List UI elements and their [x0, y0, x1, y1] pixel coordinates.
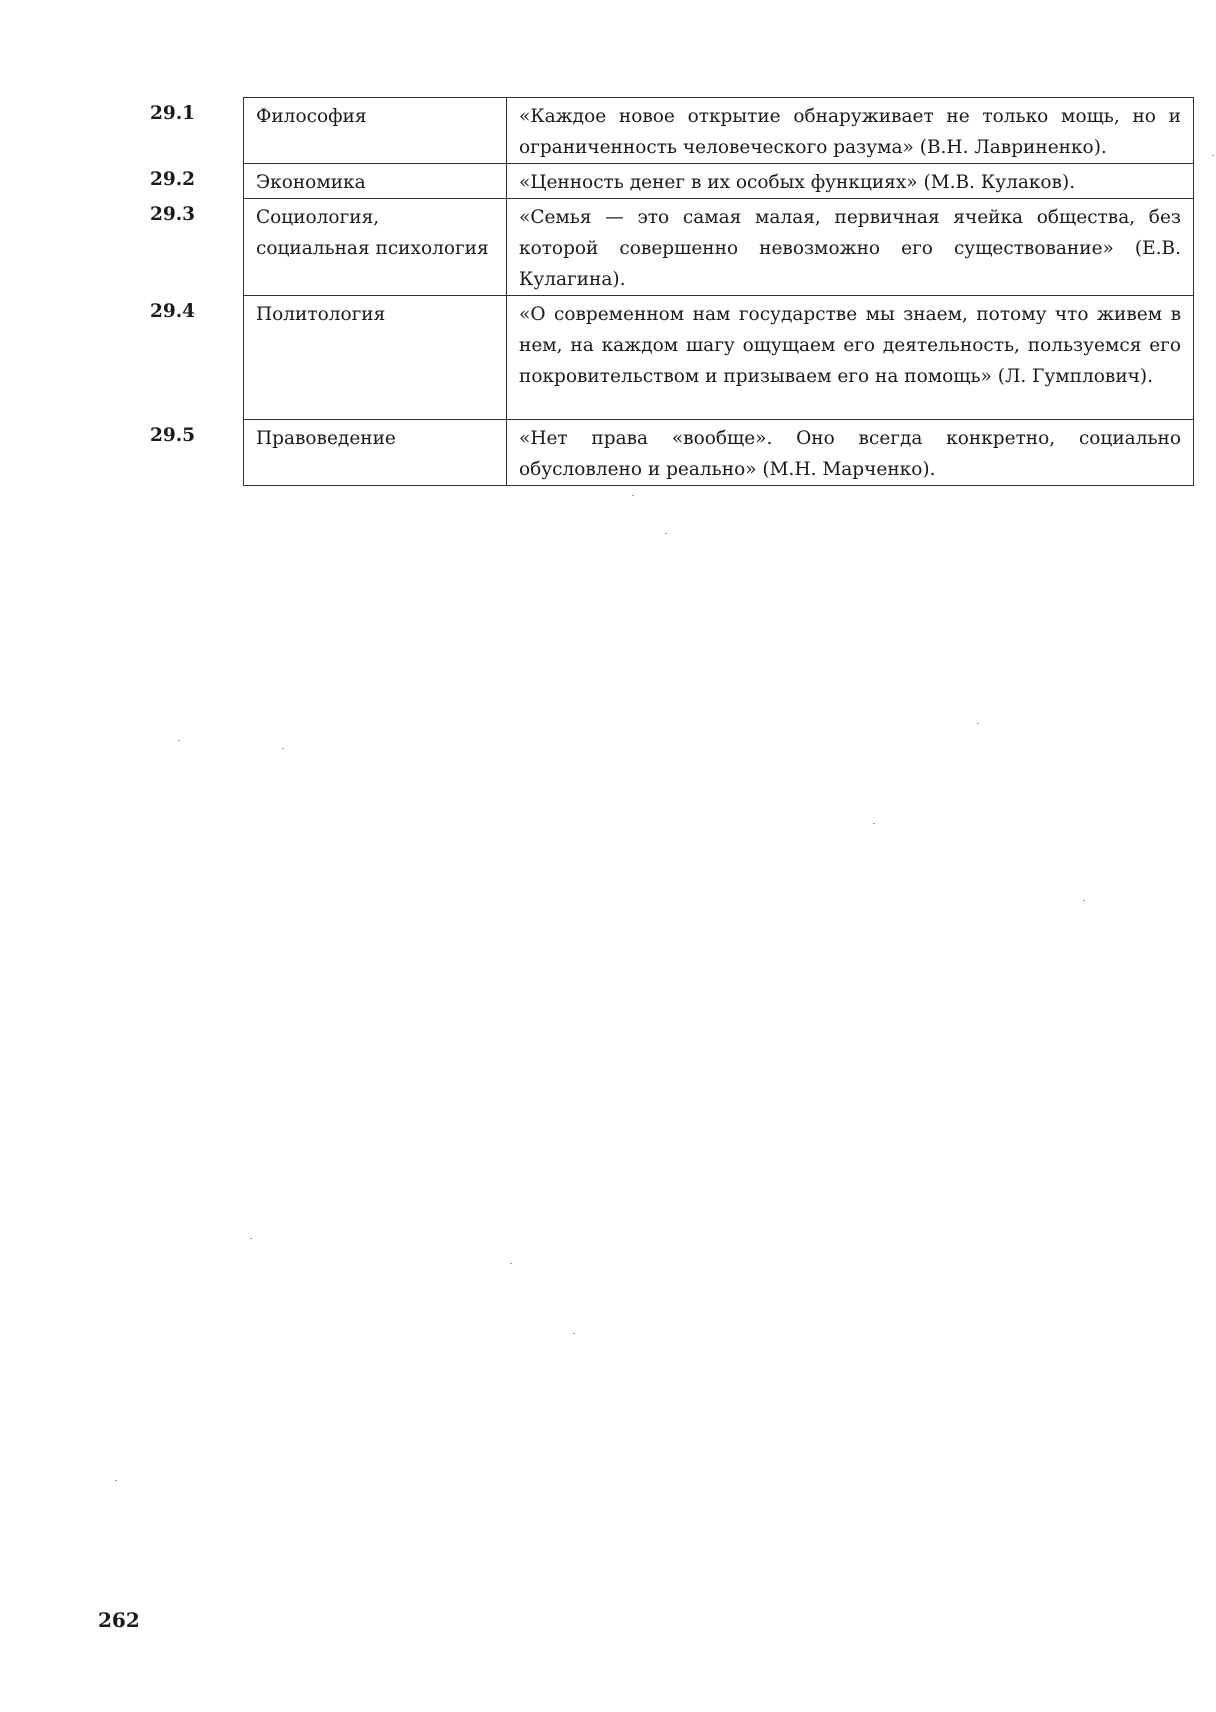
table-row	[150, 296, 1194, 420]
quote-cell: «Ценность денег в их особых функциях» (М.В. Кулаков).	[507, 164, 1194, 199]
row-number: 29.1	[150, 102, 196, 124]
scan-speck	[873, 823, 875, 824]
scan-speck	[573, 1333, 575, 1334]
subject-cell: Социология, социальная психология	[244, 199, 507, 296]
scan-speck	[178, 740, 180, 741]
subject-cell: Экономика	[244, 164, 507, 199]
row-number: 29.2	[150, 168, 196, 190]
scan-speck	[250, 1238, 252, 1239]
scan-speck	[632, 495, 634, 496]
scan-speck	[282, 748, 284, 749]
scan-speck	[1212, 155, 1214, 156]
quote-cell: «Каждое новое открытие обнаруживает не только мощь, но и ограниченность человеческого разума» (В.Н. Лавриненко).	[507, 98, 1194, 164]
scan-speck	[1083, 900, 1085, 901]
quote-cell: «Семья — это самая малая, первичная ячейка общества, без которой совершенно невозможно его существование» (Е.В. Кулагина).	[507, 199, 1194, 296]
subject-cell: Философия	[244, 98, 507, 164]
page-number: 262	[98, 1608, 140, 1632]
topics-table-container	[150, 97, 1194, 486]
scan-speck	[115, 1480, 117, 1481]
quote-cell: «О современном нам государстве мы знаем, потому что живем в нем, на каждом шагу ощущаем его деятельность, пользуемся его покровительством и призываем его на помощь» (Л. Гумплович).	[507, 296, 1194, 420]
scan-speck	[977, 723, 979, 724]
row-number: 29.3	[150, 203, 196, 225]
table-row	[150, 420, 1194, 486]
table-row	[150, 199, 1194, 296]
row-number: 29.4	[150, 300, 196, 322]
scan-speck	[510, 1263, 512, 1264]
topics-table	[150, 97, 1194, 486]
table-row	[150, 98, 1194, 164]
row-number: 29.5	[150, 424, 196, 446]
subject-cell: Правоведение	[244, 420, 507, 486]
subject-cell: Политология	[244, 296, 507, 420]
scan-speck	[665, 533, 667, 534]
quote-cell: «Нет права «вообще». Оно всегда конкретно, социально обусловлено и реально» (М.Н. Марченко).	[507, 420, 1194, 486]
table-row	[150, 164, 1194, 199]
